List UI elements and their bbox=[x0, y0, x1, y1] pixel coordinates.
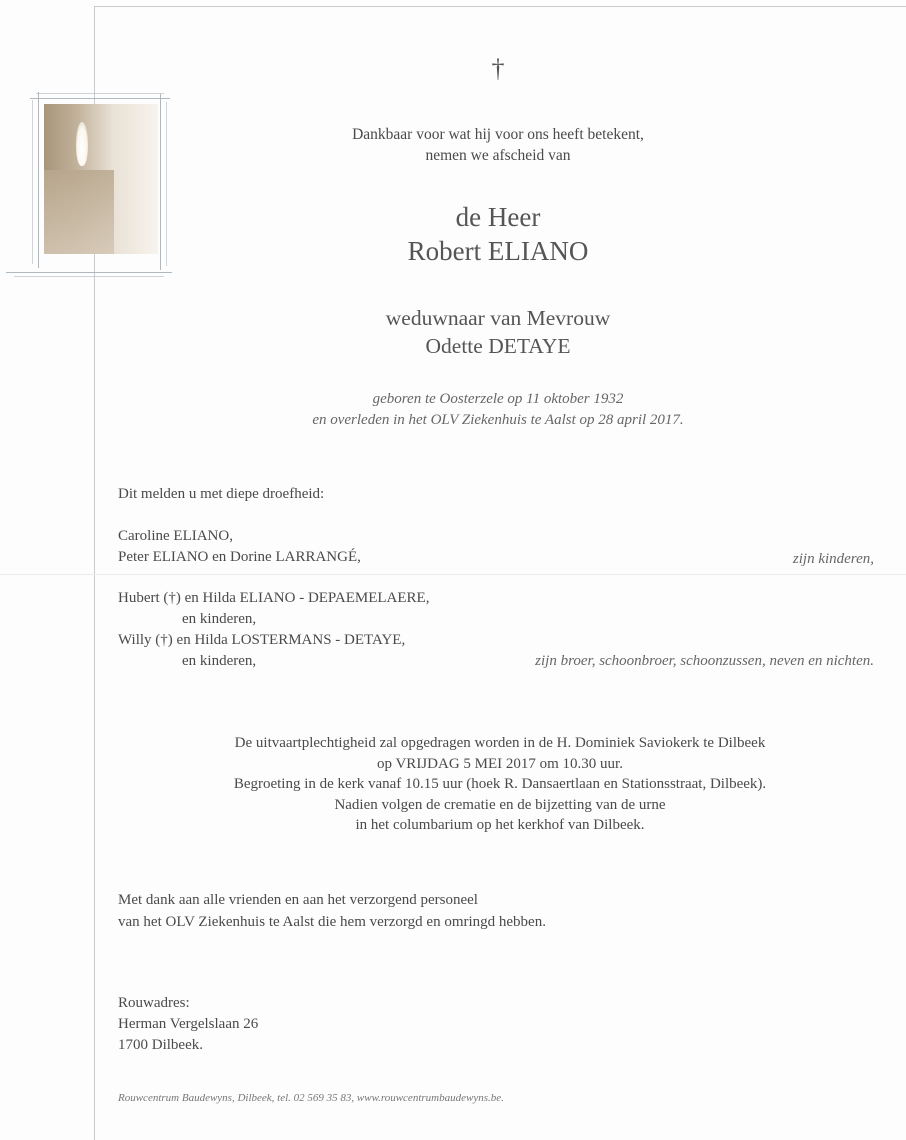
children-relation: zijn kinderen, bbox=[792, 551, 874, 567]
ceremony-line-3: Begroeting in de kerk vanaf 10.15 uur (hoek R. Dansaertlaan en Stationsstraat, Dilbeek). bbox=[233, 776, 767, 792]
frame-stroke bbox=[160, 94, 161, 270]
sibling-2-children: en kinderen, bbox=[182, 653, 257, 669]
frame-top-line bbox=[94, 6, 906, 7]
intro-line-1: Dankbaar voor wat hij voor ons heeft betekent, bbox=[352, 126, 644, 143]
sibling-1: Hubert (†) en Hilda ELIANO - DEPAEMELAERE, bbox=[118, 590, 430, 606]
fold-line bbox=[0, 574, 906, 575]
ceremony-line-4: Nadien volgen de crematie en de bijzetting van de urne bbox=[334, 796, 666, 813]
announcement-text: Dit melden u met diepe droefheid: bbox=[118, 486, 325, 502]
thanks-line-1: Met dank aan alle vrienden en aan het verzorgend personeel bbox=[118, 892, 478, 908]
thanks-line-2: van het OLV Ziekenhuis te Aalst die hem verzorgd en omringd hebben. bbox=[118, 914, 546, 930]
ceremony-line-1: De uitvaartplechtigheid zal opgedragen worden in de H. Dominiek Saviokerk te Dilbeek bbox=[234, 735, 766, 751]
deceased-name: Robert ELIANO bbox=[407, 236, 589, 266]
candle-photo bbox=[44, 104, 158, 254]
ceremony-line-2: op VRIJDAG 5 MEI 2017 om 10.30 uur. bbox=[377, 755, 623, 772]
deceased-name-block bbox=[350, 200, 646, 268]
intro-line-2: nemen we afscheid van bbox=[425, 147, 571, 164]
funeral-home-footer: Rouwcentrum Baudewyns, Dilbeek, tel. 02 569 35 83, www.rouwcentrumbaudewyns.be. bbox=[118, 1092, 504, 1104]
flame-icon bbox=[76, 122, 88, 166]
frame-stroke bbox=[30, 98, 170, 99]
frame-stroke bbox=[36, 93, 164, 94]
ceremony-block bbox=[150, 733, 850, 836]
candle-image bbox=[24, 90, 174, 278]
frame-stroke bbox=[14, 276, 164, 277]
widower-line-1: weduwnaar van Mevrouw bbox=[385, 306, 611, 330]
candle bbox=[44, 170, 114, 254]
child-2: Peter ELIANO en Dorine LARRANGÉ, bbox=[118, 549, 361, 565]
sibling-2: Willy (†) en Hilda LOSTERMANS - DETAYE, bbox=[118, 632, 406, 648]
frame-stroke bbox=[166, 102, 167, 266]
address-city: 1700 Dilbeek. bbox=[118, 1037, 203, 1053]
frame-stroke bbox=[6, 272, 172, 273]
siblings-relation: zijn broer, schoonbroer, schoonzussen, neven en nichten. bbox=[535, 653, 874, 669]
widower-block bbox=[348, 304, 648, 360]
widower-line-2: Odette DETAYE bbox=[425, 334, 571, 358]
death-line: en overleden in het OLV Ziekenhuis te Aalst op 28 april 2017. bbox=[312, 412, 684, 428]
frame-stroke bbox=[32, 100, 33, 264]
frame-stroke bbox=[38, 92, 39, 268]
ceremony-line-5: in het columbarium op het kerkhof van Dilbeek. bbox=[355, 817, 645, 833]
birth-line: geboren te Oosterzele op 11 oktober 1932 bbox=[372, 391, 624, 407]
address-label: Rouwadres: bbox=[118, 995, 190, 1011]
address-street: Herman Vergelslaan 26 bbox=[118, 1016, 259, 1032]
deceased-title: de Heer bbox=[455, 202, 541, 232]
sibling-1-children: en kinderen, bbox=[182, 611, 257, 627]
cross-icon: † bbox=[491, 54, 505, 83]
dates-block bbox=[240, 389, 756, 431]
intro-text bbox=[300, 124, 696, 166]
child-1: Caroline ELIANO, bbox=[118, 528, 233, 544]
